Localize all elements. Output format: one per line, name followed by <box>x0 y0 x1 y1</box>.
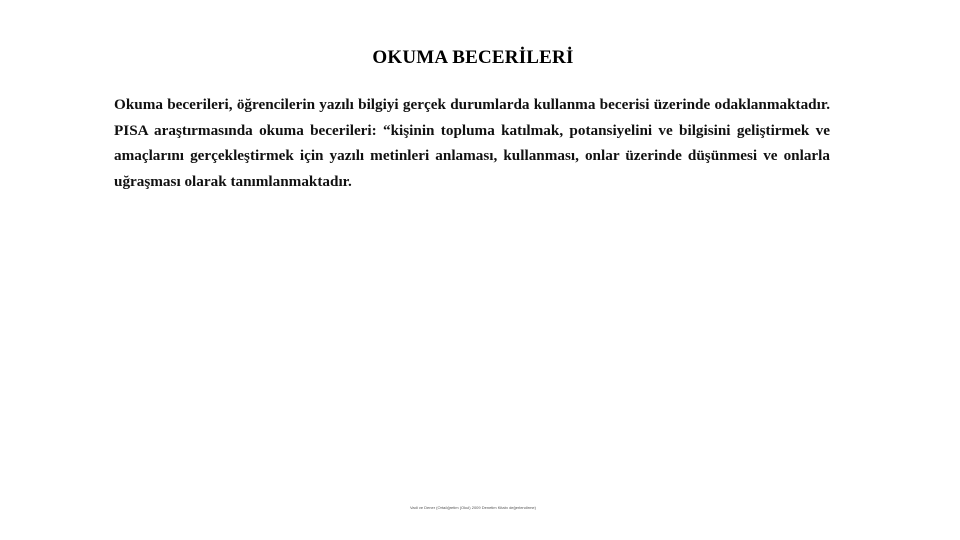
slide-footer-source: Vadi ve Dener (Ortaöğretim (Okul) 2009 Denetim Kitabı değerlendirme) <box>410 505 536 510</box>
slide-title: OKUMA BECERİLERİ <box>372 47 574 68</box>
slide-body-paragraph: Okuma becerileri, öğrencilerin yazılı bilgiyi gerçek durumlarda kullanma becerisi üzerinde odaklanmaktadır. PISA araştırmasında okuma becerileri: “kişinin topluma katılmak, potansiyelini ve bilgisini geliştirmek ve amaçlarını gerçekleştirmek için yazılı metinleri anlaması, kullanması, onlar üzerinde düşünmesi ve onlarla uğraşması olarak tanımlanmaktadır. <box>114 96 830 190</box>
